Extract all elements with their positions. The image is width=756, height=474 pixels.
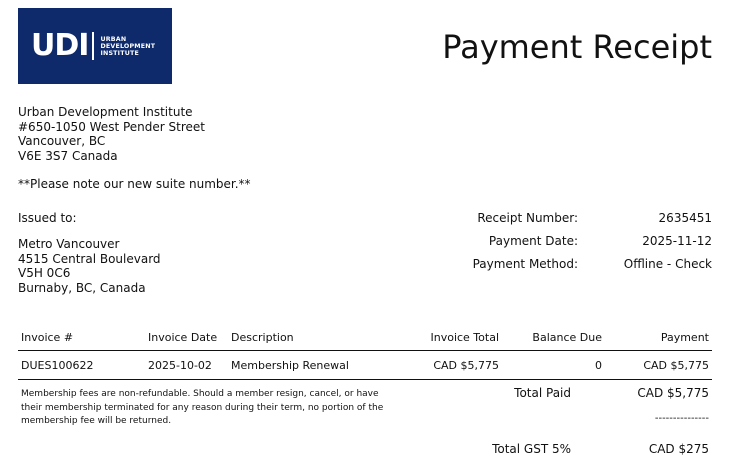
- issued-to-address: [18, 237, 161, 295]
- cell-balance-due: 0: [595, 359, 602, 372]
- logo-mark: UDI: [31, 28, 89, 63]
- cell-invoice-total: CAD $5,775: [433, 359, 499, 372]
- header-invoice-number: Invoice #: [21, 331, 74, 344]
- header-invoice-date: Invoice Date: [148, 331, 218, 344]
- cell-payment: CAD $5,775: [643, 359, 709, 372]
- header-description: Description: [231, 331, 294, 344]
- org-name: Urban Development Institute: [18, 105, 193, 119]
- issued-name: Metro Vancouver: [18, 237, 120, 251]
- totals-separator: ---------------: [654, 413, 709, 424]
- logo-line-3: INSTITUTE: [100, 49, 140, 57]
- total-paid-value: CAD $5,775: [637, 386, 709, 400]
- payment-date: 2025-11-12: [642, 234, 712, 248]
- receipt-meta-labels: [473, 211, 578, 280]
- suite-note: **Please note our new suite number.**: [18, 177, 251, 191]
- issued-street: 4515 Central Boulevard: [18, 251, 161, 266]
- payment-method-label: Payment Method:: [472, 257, 578, 271]
- cell-invoice-number: DUES100622: [21, 359, 94, 372]
- org-street: #650-1050 West Pender Street: [18, 119, 205, 134]
- logo-line-2: DEVELOPMENT: [100, 42, 156, 50]
- issued-city: Burnaby, BC, Canada: [18, 280, 146, 295]
- header-balance-due: Balance Due: [532, 331, 602, 344]
- org-city: Vancouver, BC: [18, 134, 106, 149]
- total-gst-value: CAD $275: [648, 442, 709, 456]
- receipt-meta-values: [624, 211, 712, 280]
- table-row: [18, 351, 712, 380]
- header-payment: Payment: [660, 331, 709, 344]
- receipt-number: 2635451: [658, 211, 712, 225]
- total-gst-label: Total GST 5%: [492, 442, 571, 456]
- invoice-table: [18, 326, 712, 380]
- cell-invoice-date: 2025-10-02: [148, 359, 212, 372]
- cell-description: Membership Renewal: [231, 359, 349, 372]
- issued-to-label: Issued to:: [18, 211, 77, 225]
- organization-address: [18, 105, 205, 163]
- logo-wordmark: [100, 36, 155, 57]
- payment-date-label: Payment Date:: [488, 234, 578, 248]
- refund-disclaimer: Membership fees are non-refundable. Should a member resign, cancel, or have their membership terminated for any reason during their term, no portion of the membership fee will be returned.: [21, 389, 384, 426]
- logo-line-1: URBAN: [100, 35, 127, 43]
- header-invoice-total: Invoice Total: [430, 331, 499, 344]
- table-header-row: [18, 326, 712, 351]
- logo-divider: [92, 32, 94, 60]
- receipt-number-label: Receipt Number:: [477, 211, 578, 225]
- total-paid-label: Total Paid: [514, 386, 571, 400]
- page-title: Payment Receipt: [442, 28, 712, 66]
- issued-postal: V5H 0C6: [18, 266, 71, 281]
- org-postal: V6E 3S7 Canada: [18, 148, 118, 163]
- udi-logo: [18, 8, 172, 84]
- payment-method: Offline - Check: [623, 257, 712, 271]
